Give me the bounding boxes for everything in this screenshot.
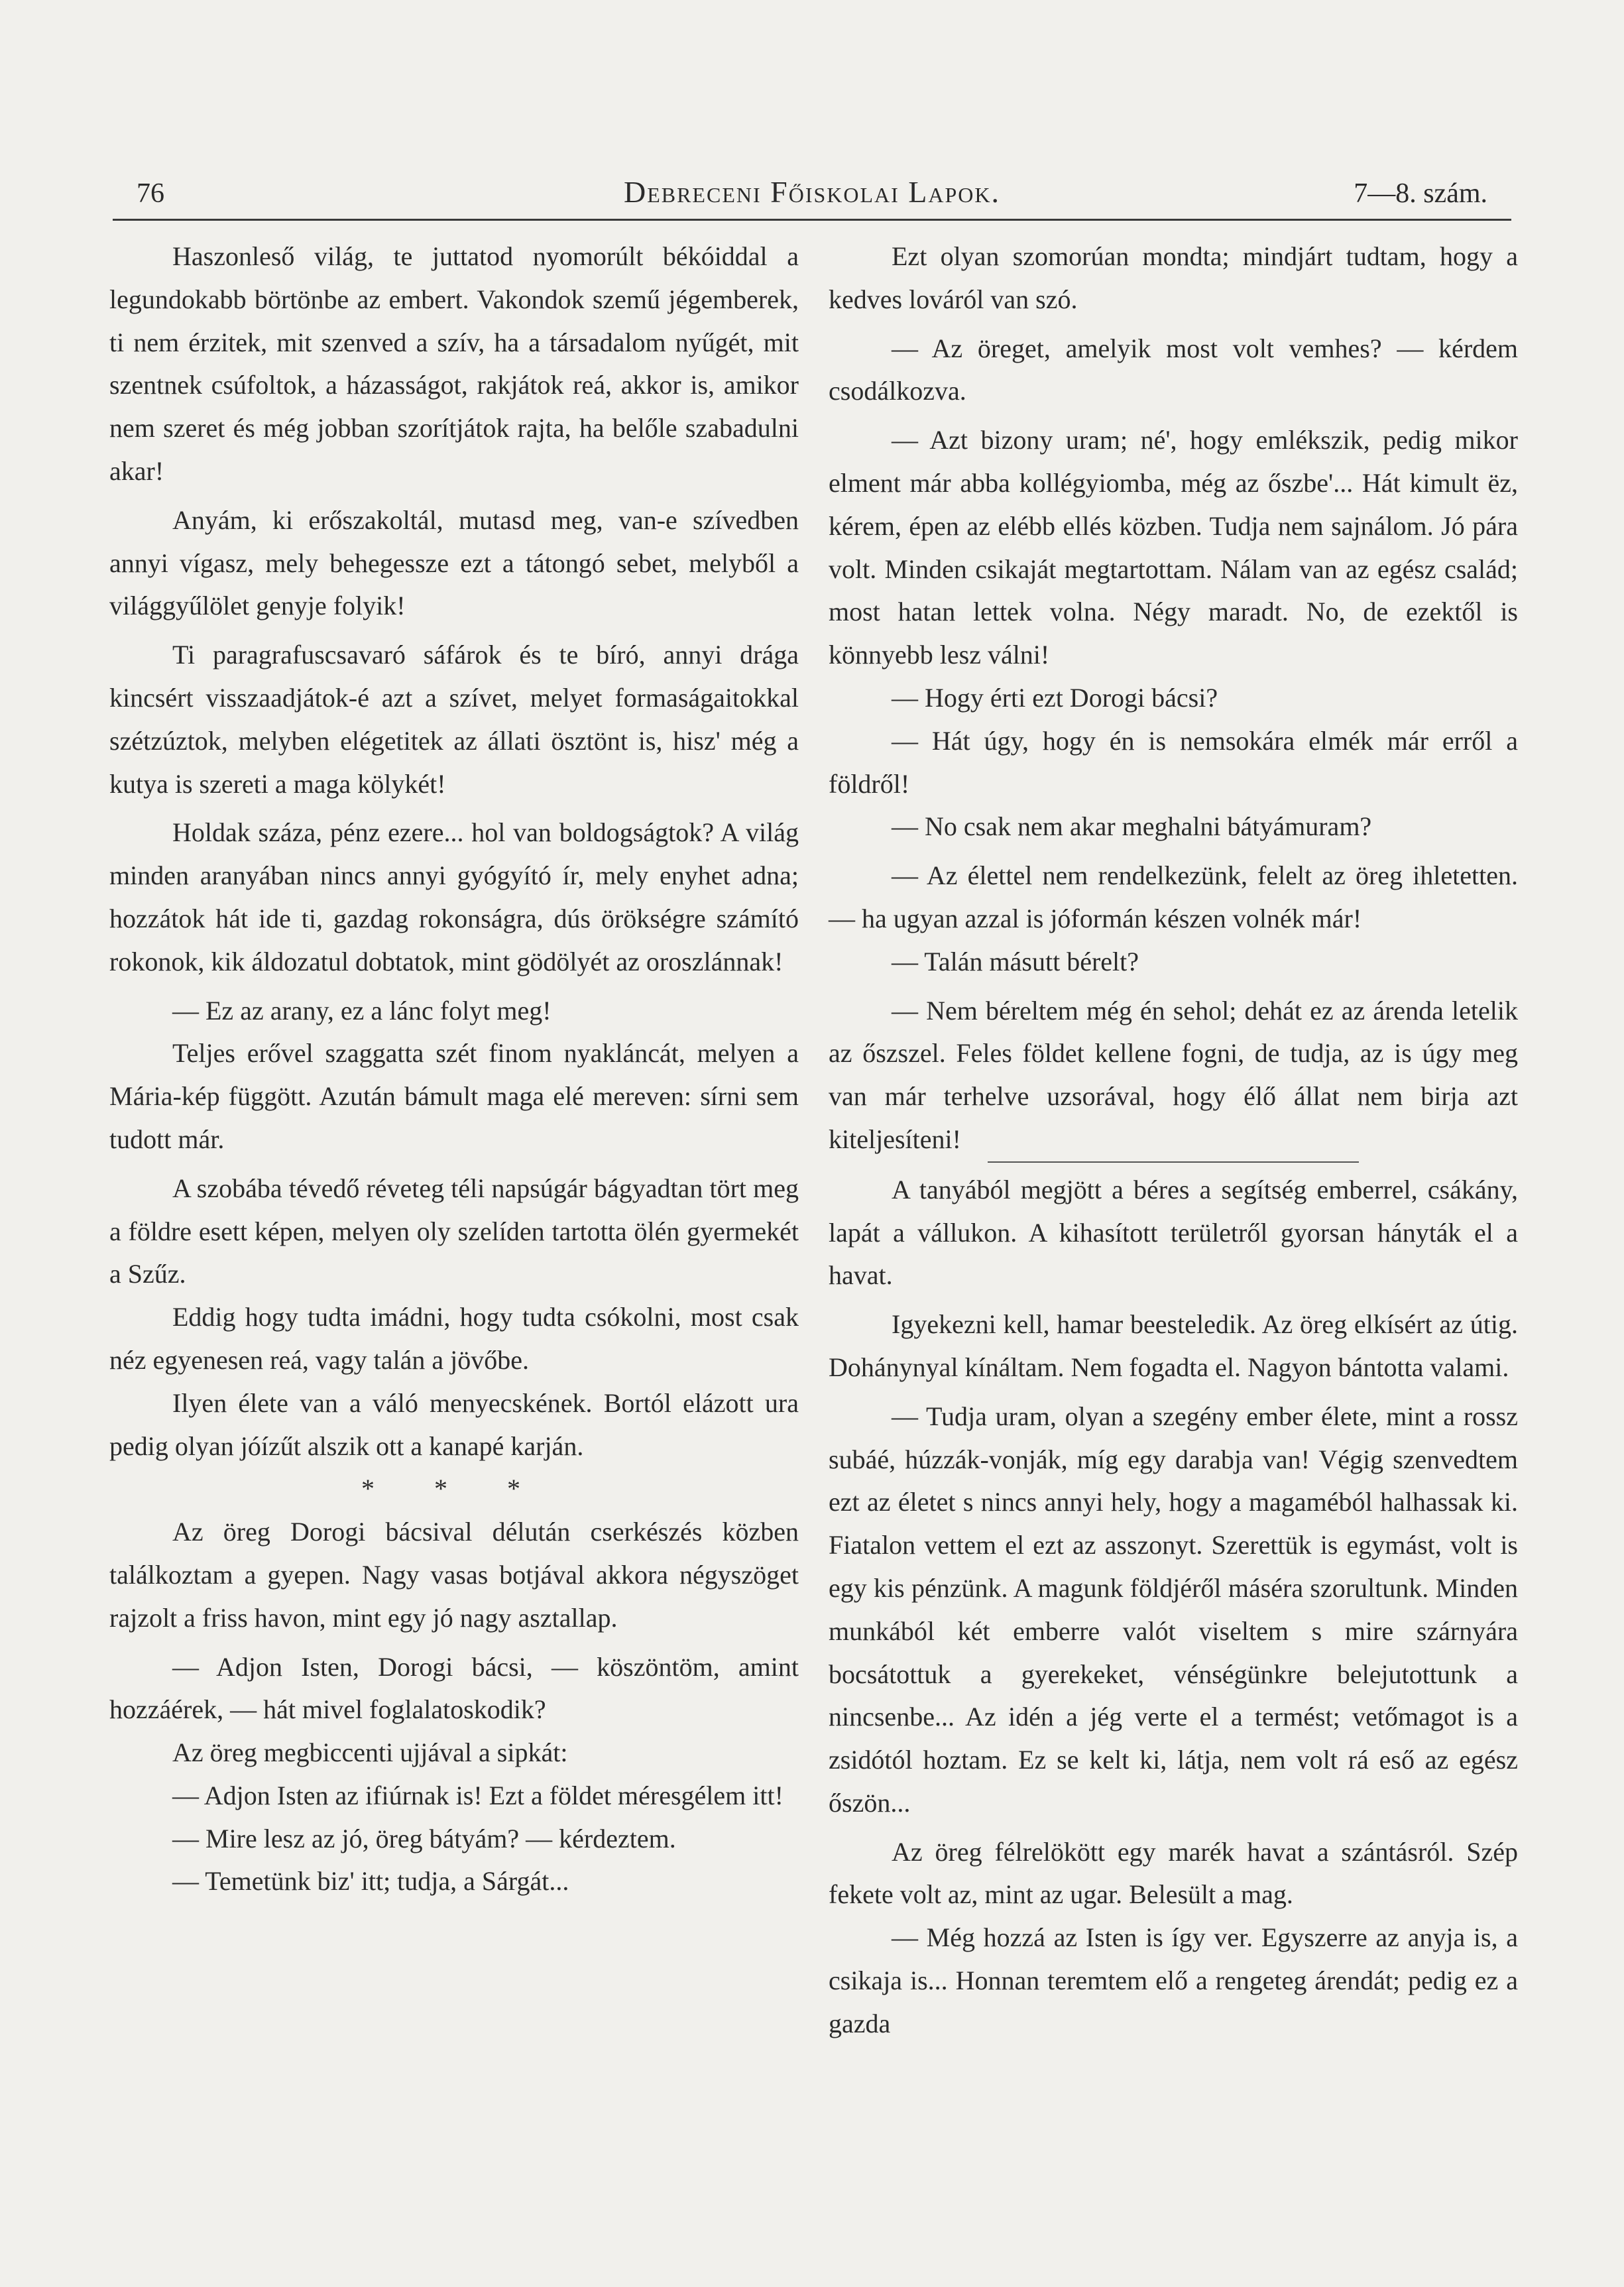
dialogue-line: — Tudja uram, olyan a szegény ember élete, mint a rossz subáé, húzzák-vonják, míg egy darabja van! Végig szenvedtem ezt az életet s nincs annyi hely, hogy a magaméból halhassak ki. Fiatalon vettem el ezt az asszonyt. Szerettük is egymást, volt is egy kis pénzünk. A magunk földjéről máséra szorultunk. Minden munkából két emberre valót viseltem s mire szárnyára bocsátottuk a gyerekeket, vénségünkre belejutottunk a nincsenbe... Az idén a jég verte el a termést; vetőmagot is a zsidótól hoztam. Ez se kelt ki, látja, nem volt rá eső az egész őszön...	[829, 1401, 1518, 1818]
dialogue-line: — Adjon Isten, Dorogi bácsi, — köszöntöm, amint hozzáérek, — hát mivel foglalatoskodik?	[109, 1651, 799, 1725]
paragraph: Igyekezni kell, hamar beesteledik. Az öreg elkísért az útig. Dohánynyal kínáltam. Nem fogadta el. Nagyon bántotta valami.	[829, 1309, 1518, 1382]
paragraph: Eddig hogy tudta imádni, hogy tudta csókolni, most csak néz egyenesen reá, vagy talán a jövőbe.	[109, 1302, 799, 1375]
dialogue-line: — Nem béreltem még én sehol; dehát ez az árenda letelik az őszszel. Feles földet kellene fogni, de tudja, az is úgy meg van már terhelve uzsorával, hogy élő állat nem birja azt kiteljesíteni!	[829, 995, 1518, 1154]
paragraph: Ti paragrafuscsavaró sáfárok és te bíró, annyi drága kincsért visszaadjátok-é azt a szívet, melyet formaságaitokkal szétzúztok, melyben elégetitek az állati ösztönt is, hisz' még a kutya is szereti a maga kölykét!	[109, 640, 799, 799]
paragraph: Haszonleső világ, te juttatod nyomorúlt békóiddal a legundokabb börtönbe az embert. Vakondok szemű jégemberek, ti nem érzitek, mit szenved a szív, ha a társadalom nyűgét, mit szentnek csúfoltok, a házasságot, rakjátok reá, akkor is, amikor nem szeret és még jobban szorítjátok rajta, ha belőle szabadulni akar!	[109, 241, 799, 486]
paragraph: A tanyából megjött a béres a segítség emberrel, csákány, lapát a vállukon. A kihasított területről gyorsan hányták el a havat.	[829, 1174, 1518, 1291]
paragraph: A szobába tévedő réveteg téli napsúgár bágyadtan tört meg a földre esett képen, melyen oly szelíden tartotta ölén gyermekét a Szűz.	[109, 1173, 799, 1289]
column-divider-rule	[988, 1161, 1359, 1163]
paragraph: Teljes erővel szaggatta szét finom nyakláncát, melyen a Mária-kép függött. Azután bámult maga elé mereven: sírni sem tudott már.	[109, 1038, 799, 1154]
paragraph: Anyám, ki erőszakoltál, mutasd meg, van-e szívedben annyi vígasz, mely behegessze ezt a tátongó sebet, melyből a világgyűlölet genyje folyik!	[109, 504, 799, 621]
dialogue-line: — Hogy érti ezt Dorogi bácsi?	[892, 682, 1218, 713]
left-column	[109, 235, 799, 1903]
paragraph: Holdak száza, pénz ezere... hol van boldogságtok? A világ minden aranyában nincs annyi gyógyító ír, mely enyhet adna; hozzátok hát ide ti, gazdag rokonságra, dús örökségre számító rokonok, kik áldozatul dobtatok, mint gödölyét az oroszlánnak!	[109, 817, 799, 976]
dialogue-line: — Mire lesz az jó, öreg bátyám? — kérdeztem.	[172, 1823, 676, 1853]
dialogue-line: — Még hozzá az Isten is így ver. Egyszerre az anyja is, a csikaja is... Honnan teremtem elő a rengeteg árendát; pedig ez a gazda	[829, 1922, 1518, 2038]
paragraph: Ezt olyan szomorúan mondta; mindjárt tudtam, hogy a kedves lováról van szó.	[829, 241, 1518, 314]
dialogue-line: — No csak nem akar meghalni bátyámuram?	[892, 811, 1372, 842]
paragraph: Az öreg megbiccenti ujjával a sipkát:	[172, 1737, 568, 1768]
right-column	[829, 235, 1518, 2046]
dialogue-line: — Talán másutt bérelt?	[892, 946, 1139, 976]
dialogue-line: — Ez az arany, ez a lánc folyt meg!	[172, 995, 551, 1026]
issue-number: 7—8. szám.	[1354, 178, 1487, 209]
page-number: 76	[137, 178, 164, 209]
paragraph: Ilyen élete van a váló menyecskének. Bortól elázott ura pedig olyan jóízűt alszik ott a kanapé karján.	[109, 1387, 799, 1461]
section-break-asterisks: * * *	[361, 1474, 547, 1504]
dialogue-line: — Az öreget, amelyik most volt vemhes? — kérdem csodálkozva.	[829, 333, 1518, 406]
running-header	[113, 166, 1511, 221]
dialogue-line: — Hát úgy, hogy én is nemsokára elmék már erről a földről!	[829, 725, 1518, 799]
dialogue-line: — Temetünk biz' itt; tudja, a Sárgát...	[172, 1866, 569, 1897]
journal-title: Debreceni Főiskolai Lapok.	[623, 175, 1001, 209]
dialogue-line: — Azt bizony uram; né', hogy emlékszik, pedig mikor elment már abba kollégyiomba, még az őszbe'... Hát kimult ëz, kérem, épen az elébb ellés közben. Tudja nem sajnálom. Jó pára volt. Minden csikaját megtartottam. Nálam van az egész család; most hatan lettek volna. Négy maradt. No, de ezektől is könnyebb lesz válni!	[829, 425, 1518, 670]
paragraph: Az öreg Dorogi bácsival délután cserkészés közben találkoztam a gyepen. Nagy vasas botjával akkora négyszöget rajzolt a friss havon, mint egy jó nagy asztallap.	[109, 1517, 799, 1633]
dialogue-line: — Adjon Isten az ifiúrnak is! Ezt a földet méresgélem itt!	[172, 1780, 783, 1810]
paragraph: Az öreg félrelökött egy marék havat a szántásról. Szép fekete volt az, mint az ugar. Belesült a mag.	[829, 1836, 1518, 1910]
dialogue-line: — Az élettel nem rendelkezünk, felelt az öreg ihletetten. — ha ugyan azzal is jóformán készen volnék már!	[829, 860, 1518, 933]
